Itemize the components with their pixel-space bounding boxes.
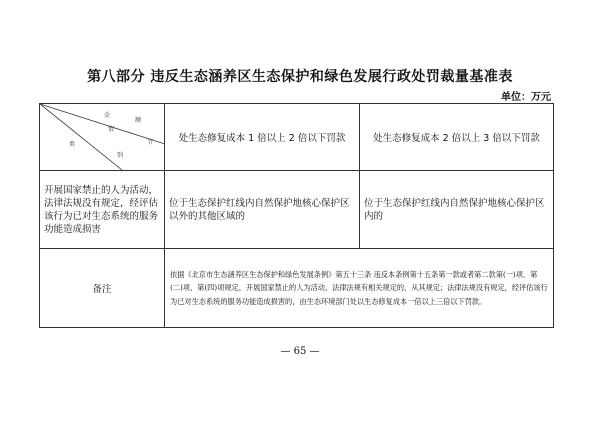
column-header-2: 处生态修复成本 2 倍以上 3 倍以下罚款	[360, 104, 554, 171]
penalty-table	[39, 103, 554, 328]
column-header-1: 处生态修复成本 1 倍以上 2 倍以下罚款	[165, 104, 360, 171]
row-cell-1: 位于生态保护红线内自然保护地核心保护区以外的其他区域的	[165, 171, 360, 249]
label-situation: 情	[108, 126, 115, 133]
label-category: 类	[69, 141, 76, 148]
row-category: 开展国家禁止的人为活动，法律法规没有规定，经评估该行为已对生态系统的服务功能造成损害	[40, 171, 165, 249]
page-title: 第八部分 违反生态涵养区生态保护和绿色发展行政处罚裁量基准表	[87, 69, 513, 85]
note-row	[40, 249, 554, 328]
note-text: 依据《北京市生态涵养区生态保护和绿色发展条例》第五十三条 违反本条例第十五条第一款或者第二款第(一)项、第(二)项、第(四)项规定，开展国家禁止的人为活动，法律法规有相关规定的，从其规定；法律法规没有规定，经评估该行为已对生态系统的服务功能造成损害的，由生态环境部门处以生态修复成本一倍以上三倍以下罚款。	[165, 249, 554, 328]
diagonal-header-cell	[40, 104, 165, 171]
note-label: 备注	[40, 249, 165, 328]
label-category-2: 别	[117, 152, 124, 159]
unit-label: 单位：万元	[501, 92, 551, 103]
row-cell-2: 位于生态保护红线内自然保护地核心保护区内的	[360, 171, 554, 249]
label-situation-2: 节	[147, 139, 154, 146]
table-row	[40, 171, 554, 249]
label-amount-2: 额	[135, 117, 142, 124]
label-amount: 金	[104, 112, 111, 119]
page-number: — 65 —	[280, 346, 320, 357]
header-row	[40, 104, 554, 171]
